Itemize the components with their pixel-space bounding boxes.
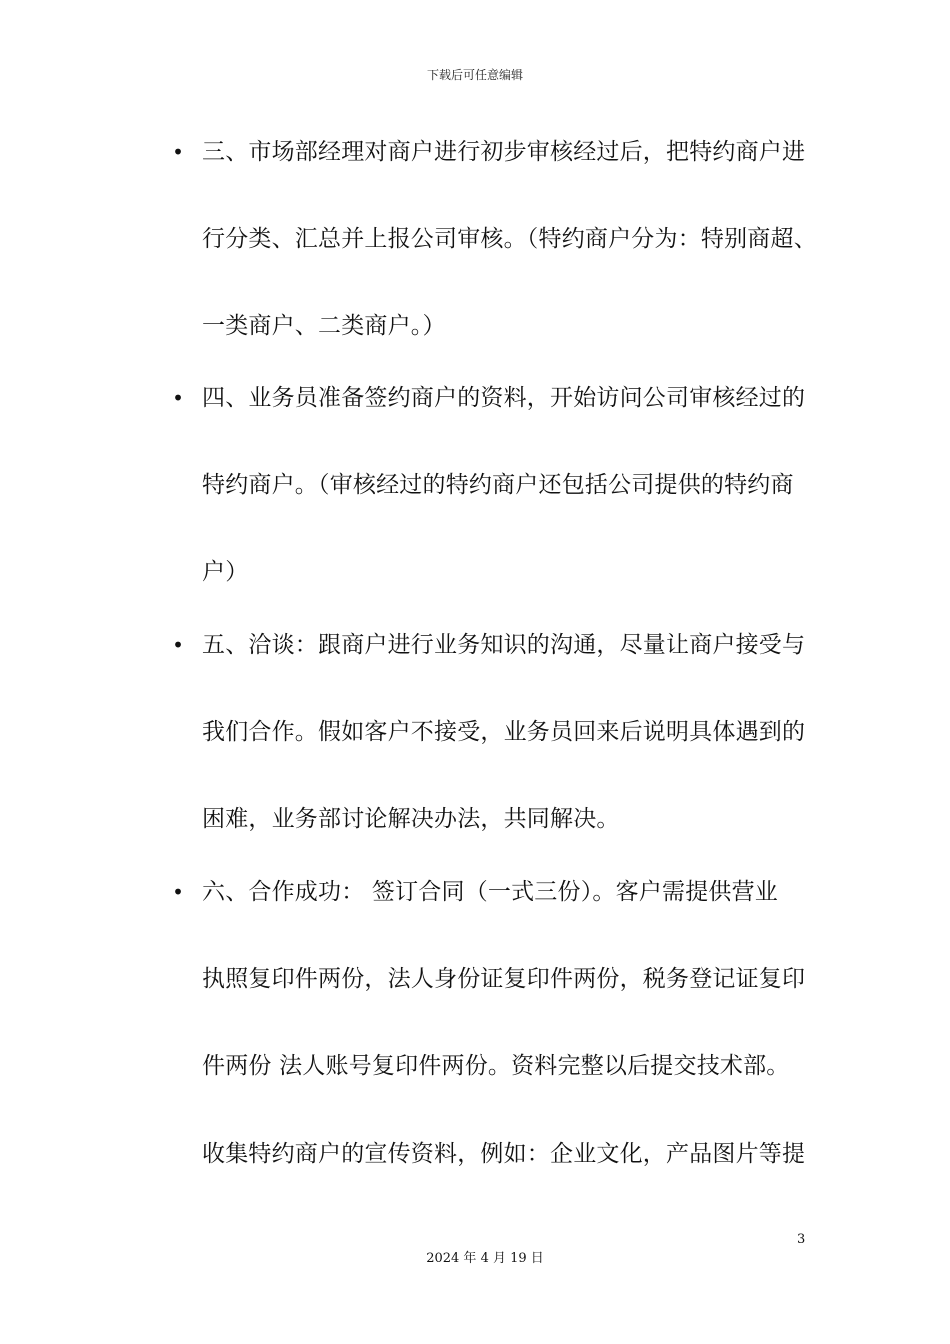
list-item-text-line: 行分类、汇总并上报公司审核。（特约商户分为：特别商超、 bbox=[202, 226, 817, 252]
bullet-icon: • bbox=[172, 880, 184, 904]
list-item-text-line: 五、洽谈：跟商户进行业务知识的沟通，尽量让商户接受与 bbox=[202, 632, 806, 658]
bullet-icon: • bbox=[172, 140, 184, 164]
list-item-text-line: 六、合作成功： 签订合同（一式三份）。客户需提供营业 bbox=[202, 879, 779, 905]
list-item-text-line: 户） bbox=[202, 559, 249, 585]
list-item-text-line: 收集特约商户的宣传资料，例如：企业文化，产品图片等提 bbox=[202, 1141, 806, 1167]
footer-date: 2024 年 4 月 19 日 bbox=[426, 1251, 544, 1266]
list-item-text-line: 困难，业务部讨论解决办法，共同解决。 bbox=[202, 806, 620, 832]
list-item-text-line: 件两份 法人账号复印件两份。资料完整以后提交技术部。 bbox=[202, 1053, 790, 1079]
bullet-icon: • bbox=[172, 386, 184, 410]
list-item-text-line: 一类商户、二类商户。） bbox=[202, 313, 446, 339]
list-item-text-line: 执照复印件两份，法人身份证复印件两份，税务登记证复印 bbox=[202, 966, 806, 992]
list-item-text-line: 我们合作。假如客户不接受，业务员回来后说明具体遇到的 bbox=[202, 719, 806, 745]
list-item-text-line: 特约商户。（审核经过的特约商户还包括公司提供的特约商 bbox=[202, 472, 794, 498]
bullet-icon: • bbox=[172, 633, 184, 657]
list-item-text-line: 四、业务员准备签约商户的资料，开始访问公司审核经过的 bbox=[202, 385, 806, 411]
page-number: 3 bbox=[797, 1232, 806, 1247]
list-item-text-line: 三、市场部经理对商户进行初步审核经过后，把特约商户进 bbox=[202, 139, 806, 165]
page-header: 下载后可任意编辑 bbox=[426, 68, 523, 82]
